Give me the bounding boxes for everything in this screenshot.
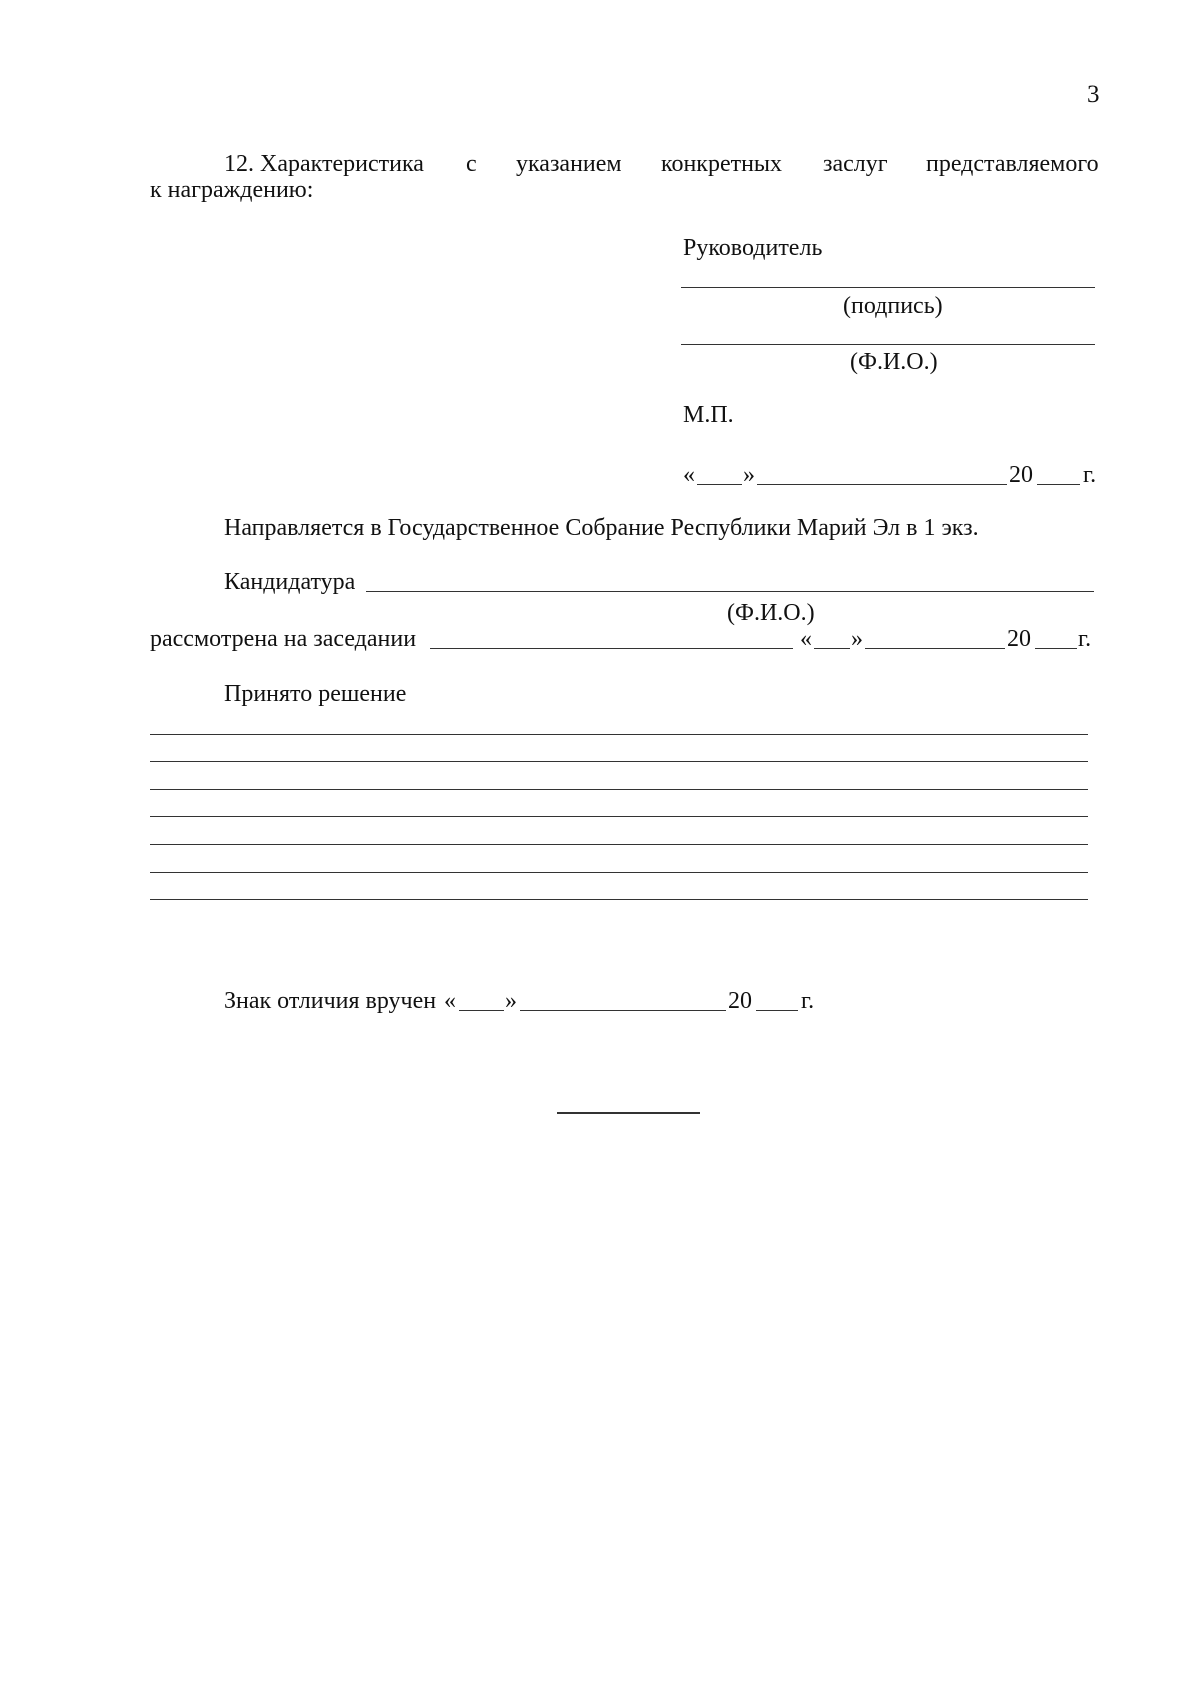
page-number: 3 — [1087, 81, 1100, 108]
award-date-month-line — [520, 1010, 726, 1011]
item12-word-5: заслуг — [823, 151, 888, 177]
sig-date-year-line — [1037, 484, 1080, 485]
fio-line — [681, 344, 1095, 345]
decision-line — [150, 816, 1088, 817]
candidate-label: Кандидатура — [224, 569, 356, 595]
candidate-fio-line — [366, 591, 1094, 592]
decision-line — [150, 872, 1088, 873]
meeting-date-open-quote: « — [800, 626, 812, 652]
sig-date-open-quote: « — [683, 462, 695, 488]
sig-date-month-line — [757, 484, 1007, 485]
item12-word-6: представляемого — [926, 151, 1099, 177]
meeting-line — [430, 648, 793, 649]
item12-word-2: с — [466, 151, 477, 177]
meeting-date-day-line — [814, 648, 850, 649]
award-date-close-quote: » — [505, 988, 517, 1014]
fio-caption: (Ф.И.О.) — [850, 349, 938, 375]
item12-word-1: 12. Характеристика — [224, 151, 424, 177]
meeting-date-year-line — [1035, 648, 1077, 649]
award-date-year-prefix: 20 — [728, 988, 752, 1014]
item12-word-3: указанием — [516, 151, 622, 177]
decision-line — [150, 899, 1088, 900]
award-date-year-line — [756, 1010, 798, 1011]
signature-line — [681, 287, 1095, 288]
sent-to-line: Направляется в Государственное Собрание Республики Марий Эл в 1 экз. — [224, 515, 979, 541]
decision-line — [150, 789, 1088, 790]
meeting-date-month-line — [865, 648, 1005, 649]
decision-line — [150, 734, 1088, 735]
meeting-date-close-quote: » — [851, 626, 863, 652]
stamp-label: М.П. — [683, 402, 734, 428]
decision-line — [150, 844, 1088, 845]
award-date-year-suffix: г. — [801, 988, 815, 1014]
award-label: Знак отличия вручен — [224, 988, 437, 1014]
sig-date-day-line — [697, 484, 742, 485]
closing-separator — [557, 1112, 700, 1114]
item12-line-2: к награждению: — [150, 177, 314, 203]
award-date-day-line — [459, 1010, 504, 1011]
meeting-date-year-suffix: г. — [1078, 626, 1092, 652]
signature-caption: (подпись) — [843, 293, 943, 319]
decision-line — [150, 761, 1088, 762]
head-label: Руководитель — [683, 235, 823, 261]
considered-label: рассмотрена на заседании — [150, 626, 417, 652]
sig-date-year-prefix: 20 — [1009, 462, 1033, 488]
sig-date-close-quote: » — [743, 462, 755, 488]
sig-date-year-suffix: г. — [1083, 462, 1097, 488]
decision-label: Принято решение — [224, 681, 407, 707]
award-date-open-quote: « — [444, 988, 456, 1014]
candidate-fio-caption: (Ф.И.О.) — [727, 600, 815, 626]
item12-word-4: конкретных — [661, 151, 783, 177]
meeting-date-year-prefix: 20 — [1007, 626, 1031, 652]
